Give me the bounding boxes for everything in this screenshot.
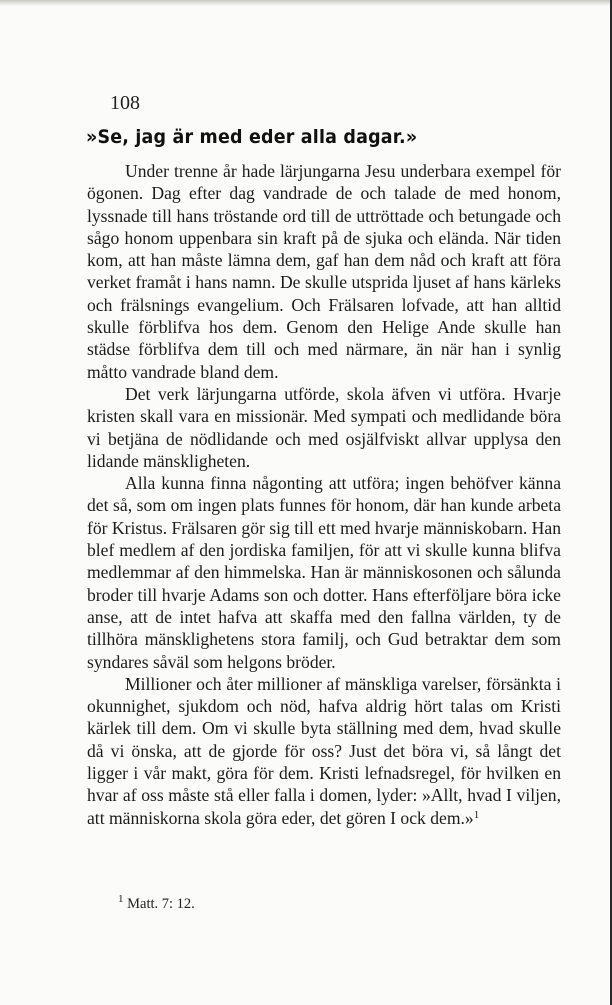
footnote-text: Matt. 7: 12. <box>127 896 195 912</box>
paragraph-4 <box>87 673 561 829</box>
footnote-reference: 1 <box>473 808 480 821</box>
chapter-title: »Se, jag är med eder alla dagar.» <box>86 126 418 148</box>
footnote <box>118 893 195 913</box>
paragraph-3: Alla kunna finna någonting att utföra; ingen behöfver känna det så, som om ingen plats funnes för honom, där han kunde arbeta för Kristus. Frälsaren gör sig till ett med hvarje människobarn. Han blef medlem af den jordiska familjen, för att vi skulle kunna blifva medlemmar af den himmelska. Han är människosonen och sålunda broder till hvarje Adams son och dotter. Hans efterföljare böra icke anse, att de intet hafva att skaffa med den fallna världen, ty de tillhöra mänsklighetens stora familj, och Gud betraktar dem som syndares såväl som helgons bröder. <box>87 473 561 672</box>
body-text <box>87 160 561 829</box>
paragraph-1: Under trenne år hade lärjungarna Jesu underbara exempel för ögonen. Dag efter dag vandrade de och talade de med honom, lyssnade till hans tröstande ord till de uttröttade och betungade och sågo honom uppenbara sin kraft på de sjuka och elända. När tiden kom, att han måste lämna dem, gaf han dem nåd och kraft att föra verket framåt i hans namn. De skulle utsprida ljuset af hans kärleks och frälsnings evangelium. Och Frälsaren lofvade, att han alltid skulle förblifva hos dem. Genom den Helige Ande skulle han städse förblifva dem till och med närmare, än när han i synlig måtto vandrade bland dem. <box>87 161 561 382</box>
paragraph-2: Det verk lärjungarna utförde, skola äfven vi utföra. Hvarje kristen skall vara en missionär. Med sympati och medlidande böra vi betjäna de nödlidande och med osjälfviskt allvar upplysa den lidande mänskligheten. <box>87 383 561 471</box>
footnote-marker: 1 <box>118 893 124 905</box>
page-top-edge <box>0 0 612 6</box>
page-number: 108 <box>110 92 140 114</box>
paragraph-4-text: Millioner och åter millioner af mänskliga varelser, försänkta i okunnighet, sjukdom och nöd, hafva aldrig hört talas om Kristi kärlek till dem. Om vi skulle byta ställning med dem, hvad skulle då vi önska, att de gjorde för oss? Just det böra vi, så långt det ligger i vår makt, göra för dem. Kristi lefnadsregel, för hvilken en hvar af oss måste stå eller falla i domen, lyder: »Allt, hvad I viljen, att människorna skola göra eder, det gören I ock dem.» <box>87 673 561 828</box>
